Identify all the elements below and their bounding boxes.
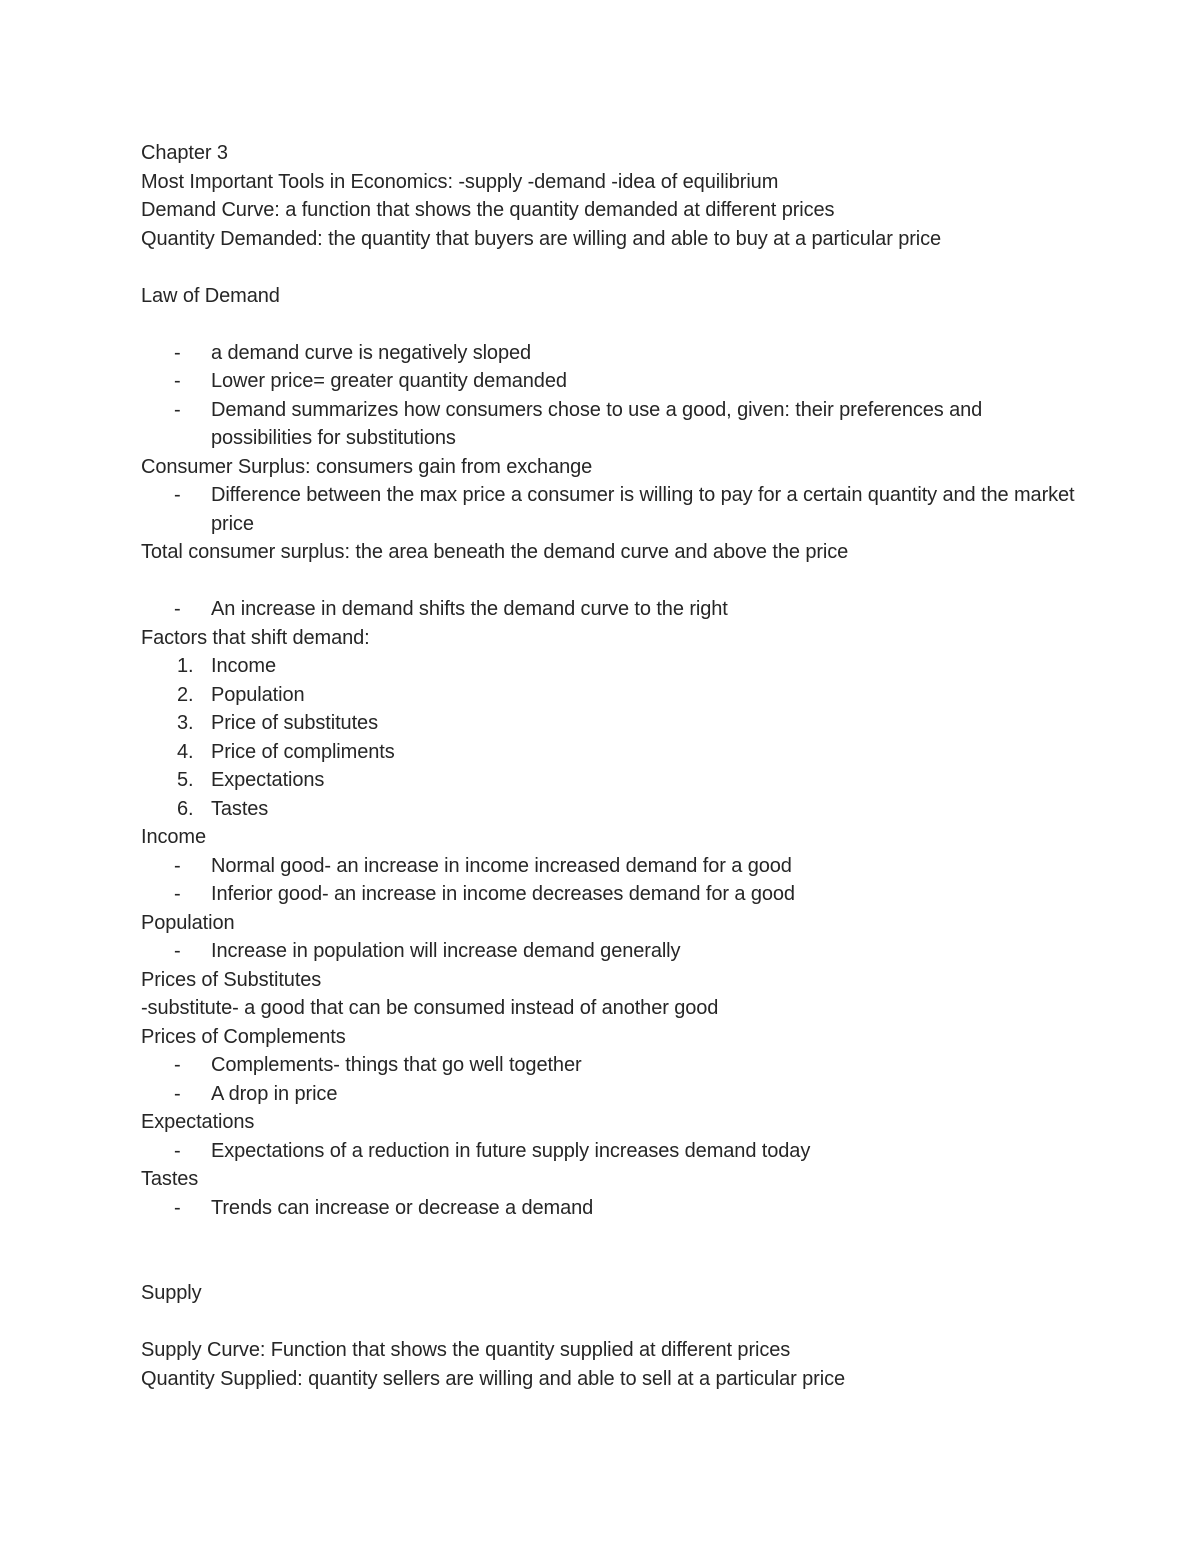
list-item bbox=[141, 937, 1081, 966]
list-item-text: Complements- things that go well together bbox=[211, 1054, 582, 1076]
expectations-heading: Expectations bbox=[141, 1111, 255, 1133]
tastes-heading: Tastes bbox=[141, 1168, 199, 1190]
quantity-demanded-definition: Quantity Demanded: the quantity that buyers are willing and able to buy at a particular price bbox=[141, 227, 942, 250]
list-item-text: Expectations of a reduction in future supply increases demand today bbox=[211, 1139, 811, 1162]
number-marker: 6. bbox=[177, 797, 194, 820]
dash-marker: - bbox=[174, 598, 181, 620]
dash-marker: - bbox=[174, 1139, 181, 1162]
list-item-text: Difference between the max price a consumer is willing to pay for a certain quantity and the market price bbox=[211, 484, 1075, 535]
dash-marker: - bbox=[174, 1082, 181, 1105]
number-marker: 3. bbox=[177, 712, 194, 734]
dash-marker: - bbox=[174, 484, 181, 506]
dash-marker: - bbox=[174, 398, 181, 421]
numbered-item bbox=[141, 652, 1081, 681]
list-item-text: Lower price= greater quantity demanded bbox=[211, 370, 567, 392]
numbered-item-text: Population bbox=[211, 683, 305, 706]
substitute-definition: -substitute- a good that can be consumed instead of another good bbox=[141, 997, 719, 1019]
list-item bbox=[141, 852, 1081, 881]
numbered-item bbox=[141, 795, 1081, 824]
supply-heading: Supply bbox=[141, 1282, 202, 1304]
list-item bbox=[141, 339, 1081, 368]
list-item bbox=[141, 595, 1081, 624]
list-item bbox=[141, 396, 1081, 453]
total-consumer-surplus: Total consumer surplus: the area beneath the demand curve and above the price bbox=[141, 541, 849, 563]
list-item bbox=[141, 481, 1081, 538]
consumer-surplus-heading: Consumer Surplus: consumers gain from exchange bbox=[141, 455, 593, 478]
population-heading: Population bbox=[141, 911, 235, 934]
blank-line bbox=[141, 1308, 1081, 1337]
list-item-text: Trends can increase or decrease a demand bbox=[211, 1196, 594, 1219]
dash-marker: - bbox=[174, 883, 181, 905]
dash-marker: - bbox=[174, 370, 181, 392]
document-body bbox=[141, 139, 1081, 1393]
blank-line bbox=[141, 1222, 1081, 1251]
list-item bbox=[141, 1051, 1081, 1080]
chapter-title: Chapter 3 bbox=[141, 142, 228, 164]
list-item bbox=[141, 1194, 1081, 1223]
dash-marker: - bbox=[174, 1054, 181, 1076]
numbered-item bbox=[141, 709, 1081, 738]
demand-curve-definition: Demand Curve: a function that shows the quantity demanded at different prices bbox=[141, 199, 835, 221]
dash-marker: - bbox=[174, 341, 181, 364]
list-item bbox=[141, 367, 1081, 396]
list-item bbox=[141, 1080, 1081, 1109]
substitutes-heading: Prices of Substitutes bbox=[141, 968, 322, 991]
dash-marker: - bbox=[174, 854, 181, 877]
numbered-item bbox=[141, 766, 1081, 795]
list-item-text: Demand summarizes how consumers chose to use a good, given: their preferences and possibilities for substitutions bbox=[211, 398, 983, 449]
blank-line bbox=[141, 310, 1081, 339]
income-heading: Income bbox=[141, 826, 206, 848]
number-marker: 2. bbox=[177, 683, 194, 706]
numbered-item bbox=[141, 681, 1081, 710]
list-item-text: An increase in demand shifts the demand curve to the right bbox=[211, 598, 728, 620]
numbered-item-text: Price of compliments bbox=[211, 740, 395, 763]
blank-line bbox=[141, 1251, 1081, 1280]
numbered-item-text: Expectations bbox=[211, 769, 325, 791]
blank-line bbox=[141, 567, 1081, 596]
list-item-text: A drop in price bbox=[211, 1082, 338, 1105]
numbered-item-text: Tastes bbox=[211, 797, 269, 820]
factors-heading: Factors that shift demand: bbox=[141, 626, 370, 649]
tools-line: Most Important Tools in Economics: -supply -demand -idea of equilibrium bbox=[141, 170, 779, 193]
dash-marker: - bbox=[174, 940, 181, 962]
number-marker: 4. bbox=[177, 740, 194, 763]
list-item-text: a demand curve is negatively sloped bbox=[211, 341, 532, 364]
list-item bbox=[141, 880, 1081, 909]
numbered-item-text: Price of substitutes bbox=[211, 712, 378, 734]
supply-curve-definition: Supply Curve: Function that shows the quantity supplied at different prices bbox=[141, 1339, 791, 1361]
list-item-text: Normal good- an increase in income increased demand for a good bbox=[211, 854, 792, 877]
list-item bbox=[141, 1137, 1081, 1166]
numbered-item bbox=[141, 738, 1081, 767]
blank-line bbox=[141, 253, 1081, 282]
number-marker: 5. bbox=[177, 769, 194, 791]
law-of-demand-heading: Law of Demand bbox=[141, 284, 280, 307]
number-marker: 1. bbox=[177, 655, 194, 677]
dash-marker: - bbox=[174, 1196, 181, 1219]
numbered-item-text: Income bbox=[211, 655, 276, 677]
complements-heading: Prices of Complements bbox=[141, 1025, 346, 1048]
list-item-text: Inferior good- an increase in income decreases demand for a good bbox=[211, 883, 795, 905]
quantity-supplied-definition: Quantity Supplied: quantity sellers are willing and able to sell at a particular price bbox=[141, 1367, 846, 1390]
list-item-text: Increase in population will increase demand generally bbox=[211, 940, 681, 962]
